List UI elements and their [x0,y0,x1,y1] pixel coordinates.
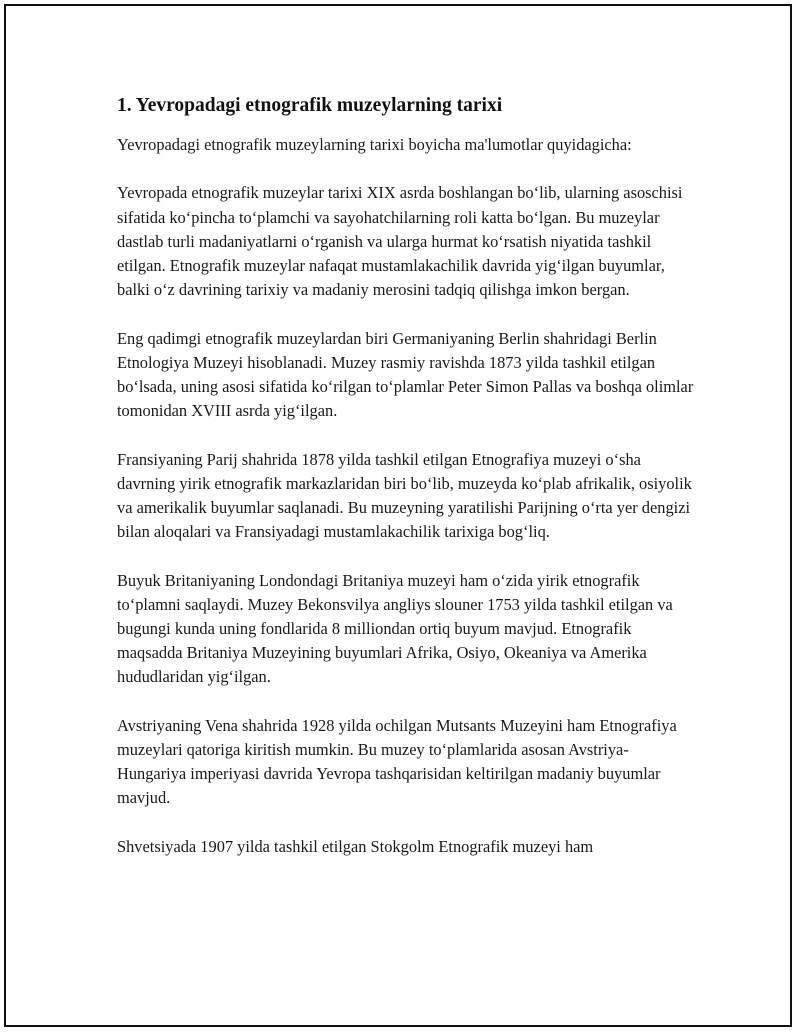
document-body [117,92,697,883]
paragraph-british-museum: Buyuk Britaniyaning Londondagi Britaniya muzeyi ham o‘zida yirik etnografik to‘plamni saqlaydi. Muzey Bekonsvilya angliys slouner 1753 yilda tashkil etilgan va bugungi kunda uning fondlarida 8 milliondan ortiq buyum mavjud. Etnografik maqsadda Britaniya Muzeyining buyumlari Afrika, Osiyo, Okeaniya va Amerika hududlaridan yig‘ilgan. [117,570,673,687]
paragraph-paris-museum: Fransiyaning Parij shahrida 1878 yilda tashkil etilgan Etnografiya muzeyi o‘sha davrning yirik etnografik markazlaridan biri bo‘lib, muzeyda ko‘plab afrikalik, osiyolik va amerikalik buyumlar saqlanadi. Bu muzeyning yaratilishi Parijning o‘rta yer dengizi bilan aloqalari va Fransiyadagi mustamlakachilik tarixiga bog‘liq. [117,449,692,542]
paragraph-history-origins: Yevropada etnografik muzeylar tarixi XIX asrda boshlangan bo‘lib, ularning asoschisi sifatida ko‘pincha to‘plamchi va sayohatchilarning roli katta bo‘lgan. Bu muzeylar dastlab turli madaniyatlarni o‘rganish va ularga hurmat ko‘rsatish niyatida tashkil etilgan. Etnografik muzeylar nafaqat mustamlakachilik davrida yig‘ilgan buyumlar, balki o‘z davrining tarixiy va madaniy merosini tadqiq qilishga imkon bergan. [117,183,683,300]
paragraph-vienna-museum: Avstriyaning Vena shahrida 1928 yilda ochilgan Mutsants Muzeyini ham Etnografiya muzeylari qatoriga kiritish mumkin. Bu muzey to‘plamlarida asosan Avstriya-Hungariya imperiyasi davrida Yevropa tashqarisidan keltirilgan madaniy buyumlar mavjud. [117,715,677,808]
paragraph-intro: Yevropadagi etnografik muzeylarning tarixi boyicha ma'lumotlar quyidagicha: [117,135,632,154]
paragraph-berlin-museum: Eng qadimgi etnografik muzeylardan biri Germaniyaning Berlin shahridagi Berlin Etnologiya Muzeyi hisoblanadi. Muzey rasmiy ravishda 1873 yilda tashkil etilgan bo‘lsada, uning asosi sifatida ko‘rilgan to‘plamlar Peter Simon Pallas va boshqa olimlar tomonidan XVIII asrda yig‘ilgan. [117,328,694,421]
section-heading: 1. Yevropadagi etnografik muzeylarning tarixi [117,95,503,116]
paragraph-stockholm-museum: Shvetsiyada 1907 yilda tashkil etilgan Stokgolm Etnografik muzeyi ham [117,836,594,856]
